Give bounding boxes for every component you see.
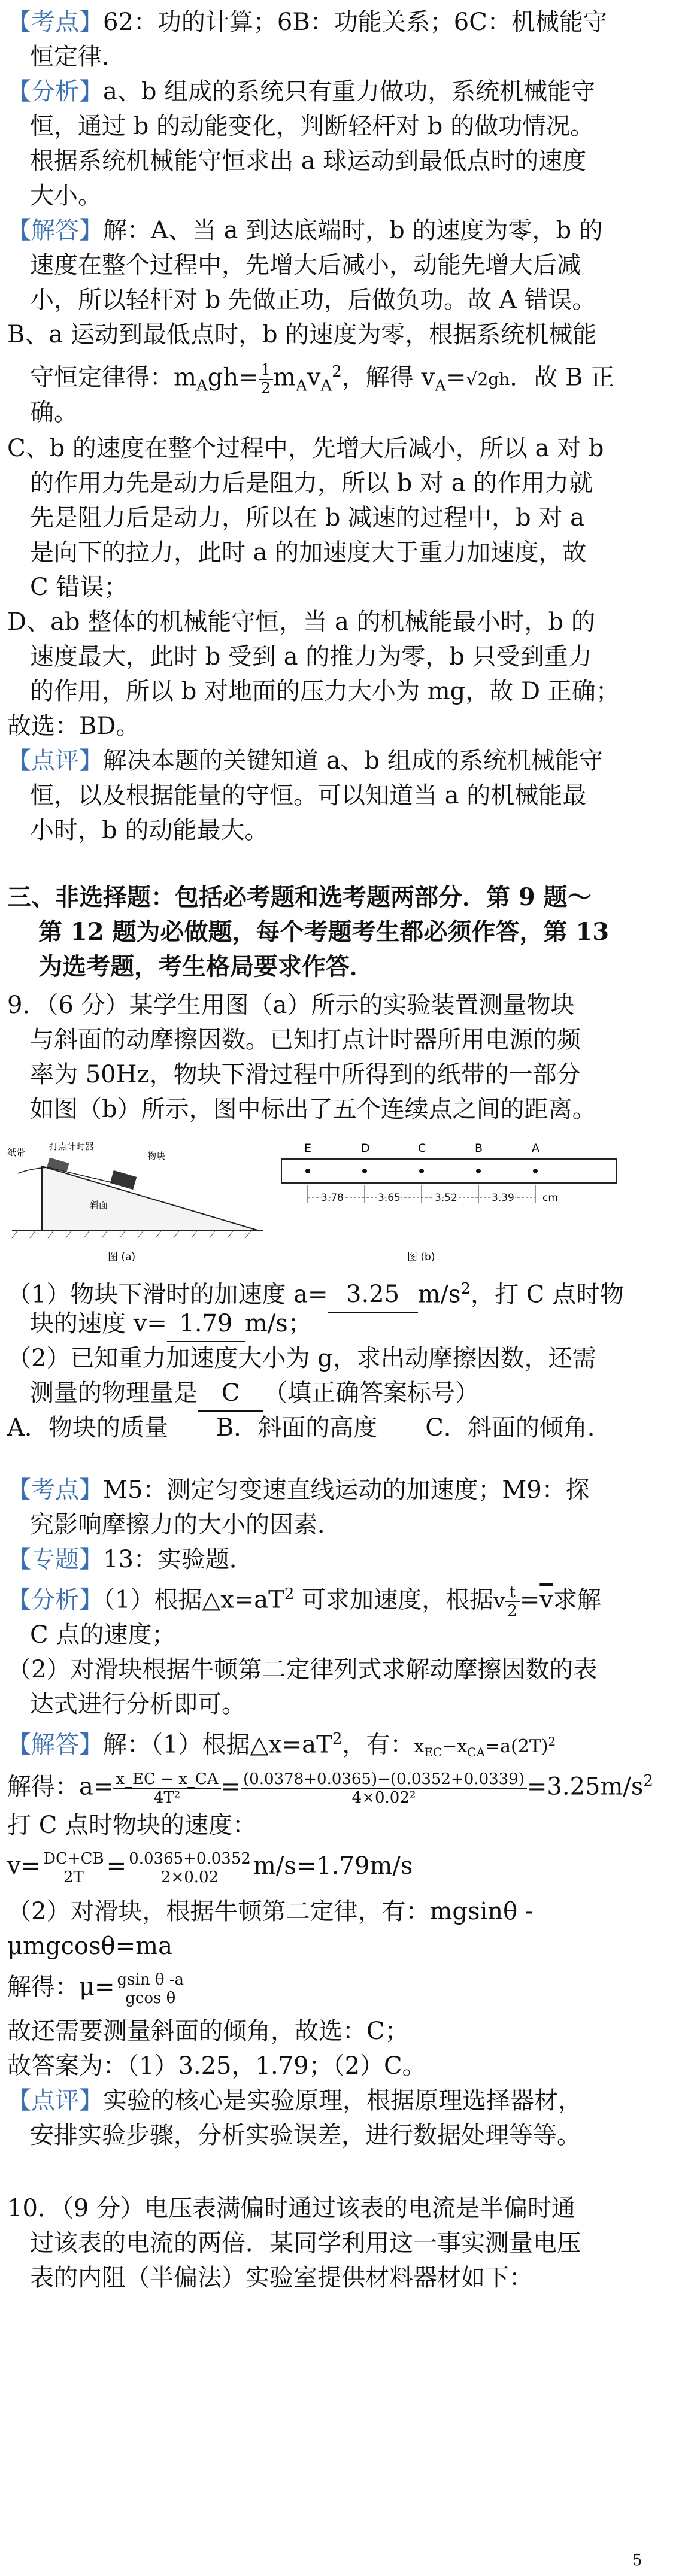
jieda-line <box>7 213 654 248</box>
denominator: 2T <box>63 1868 84 1886</box>
text-line: 故选：BD。 <box>7 712 140 740</box>
formula-text: gh= <box>207 363 259 392</box>
kaodian-text: 62：功的计算；6B：功能关系；6C：机械能守 <box>103 8 607 36</box>
text-line: C 点的速度； <box>30 1621 176 1649</box>
text-line: （2）对滑块，根据牛顿第二定律，有：mgsinθ - <box>7 1898 534 1925</box>
fraction-a-numeric <box>241 1770 527 1807</box>
fenxi-line <box>7 74 654 109</box>
jieda-text: ，有： <box>342 1731 414 1759</box>
text-line: 确。 <box>30 399 78 426</box>
formula-text: =3.25m/s <box>526 1773 644 1801</box>
denominator: gcos θ <box>125 1989 176 2007</box>
formula-part: −x <box>442 1736 468 1758</box>
formula-text: m/s=1.79m/s <box>253 1852 413 1880</box>
ground-hatch <box>12 1230 251 1238</box>
tag-zhuanti: 【专题】 <box>7 1546 103 1573</box>
section-heading: 为选考题，考生格局要求作答． <box>38 952 374 981</box>
text-line: 根据系统机械能守恒求出 a 球运动到最低点时的速度 <box>30 147 587 175</box>
sqrt-symbol: √ <box>466 369 478 390</box>
tag-dianping: 【点评】 <box>7 2087 103 2114</box>
formula-text: 守恒定律得：m <box>30 363 196 392</box>
part-text: （1）物块下滑时的加速度 a= <box>7 1281 328 1309</box>
text-line: μmgcosθ=ma <box>7 1932 172 1960</box>
tag-jieda: 【解答】 <box>7 1731 103 1759</box>
point-label-A: A <box>532 1142 539 1155</box>
numerator: 0.0365+0.0352 <box>126 1850 253 1868</box>
formula-line-mu <box>7 1966 654 2008</box>
label-tape: 纸带 <box>7 1147 26 1158</box>
dot-A <box>533 1169 538 1173</box>
answer-blank-choice: C <box>198 1376 263 1412</box>
text-line: 率为 50Hz，物块下滑过程中所得到的纸带的一部分 <box>30 1061 581 1088</box>
kaodian-line <box>7 5 654 40</box>
caption-b: 图 (b) <box>407 1251 435 1263</box>
figure-b-tape <box>281 1131 641 1269</box>
fraction-mu <box>115 1971 187 2007</box>
text-line: 恒，通过 b 的动能变化，判断轻杆对 b 的做功情况。 <box>30 113 595 140</box>
part-text: m/s <box>417 1281 461 1309</box>
part-1-line-2 <box>30 1306 677 1342</box>
label-block: 物块 <box>147 1151 166 1161</box>
text-line: D、ab 整体的机械能守恒，当 a 的机械能最小时，b 的 <box>7 608 595 636</box>
page-number: 5 <box>632 2551 642 2569</box>
formula-text: = <box>106 1852 127 1880</box>
dot-D <box>362 1169 367 1173</box>
formula-text: ，解得 v <box>341 363 435 392</box>
formula-text: = <box>220 1773 241 1801</box>
fraction-a-symbolic <box>113 1770 220 1807</box>
fenxi-text: 求解 <box>553 1586 601 1614</box>
text-line: 恒，以及根据能量的守恒。可以知道当 a 的机械能最 <box>30 782 587 809</box>
formula-text: m <box>273 363 296 392</box>
point-label-B: B <box>475 1142 483 1155</box>
part-2-line: （2）已知重力加速度大小为 g，求出动摩擦因数，还需 <box>7 1345 596 1372</box>
text-line: （2）对滑块根据牛顿第二定律列式求解动摩擦因数的表 <box>7 1656 598 1683</box>
numerator: gsin θ -a <box>115 1971 187 1989</box>
text-line: 安排实验步骤，分析实验误差，进行数据处理等等。 <box>30 2122 581 2149</box>
denominator: 4T² <box>153 1788 181 1807</box>
tag-dianping: 【点评】 <box>7 747 103 775</box>
label-incline: 斜面 <box>90 1200 108 1210</box>
point-label-C: C <box>418 1142 426 1155</box>
jieda-text: 解：（1）根据△x=aT <box>103 1731 332 1759</box>
fraction-v-numeric <box>126 1850 253 1886</box>
denominator: 2×0.02 <box>160 1868 219 1886</box>
question-9-line: 9．（6 分）某学生用图（a）所示的实验装置测量物块 <box>7 991 575 1019</box>
answer-blank-v: 1.79 <box>167 1306 245 1342</box>
numerator: 1 <box>259 361 274 380</box>
dianping-line-2 <box>7 2083 654 2118</box>
zhuanti-text: 13：实验题． <box>103 1546 253 1573</box>
formula-line-a <box>7 1760 654 1807</box>
dianping-text: 实验的核心是实验原理，根据原理选择器材， <box>103 2087 582 2114</box>
formula-line-v <box>7 1845 654 1887</box>
text-line: 先是阻力后是动力，所以在 b 减速的过程中，b 对 a <box>30 504 584 532</box>
formula-text: 解得：a= <box>7 1773 114 1801</box>
text-line: 小时，b 的动能最大。 <box>30 817 269 844</box>
section-heading: 三、非选择题：包括必考题和选考题两部分．第 9 题～ <box>7 883 592 911</box>
tag-kaodian: 【考点】 <box>7 8 103 36</box>
text-line: 过该表的电流的两倍．某同学利用这一事实测量电压 <box>30 2229 581 2257</box>
subscript: CA <box>467 1745 485 1760</box>
text-line: 恒定律． <box>30 43 126 71</box>
denominator: 4×0.02² <box>351 1788 416 1807</box>
formula-part: x <box>414 1736 425 1758</box>
formula-eq: = <box>519 1586 540 1614</box>
formula-text: 解得：μ= <box>7 1973 115 2001</box>
formula-text: ．故 B 正 <box>510 363 615 392</box>
figure-a-incline <box>6 1131 269 1269</box>
part-text: ，打 C 点时物 <box>471 1281 625 1309</box>
text-line: 打 C 点时物块的速度： <box>7 1812 257 1839</box>
kaodian-text: M5：测定匀变速直线运动的加速度；M9：探 <box>103 1476 590 1504</box>
superscript: 2 <box>460 1280 471 1298</box>
subscript: A <box>296 377 307 395</box>
text-line: 速度在整个过程中，先增大后减小，动能先增大后减 <box>30 251 581 279</box>
text-line: 表的内阻（半偏法）实验室提供材料器材如下： <box>30 2264 533 2292</box>
denominator: 2 <box>260 379 271 398</box>
dot-E <box>305 1169 310 1173</box>
subscript: A <box>196 377 208 395</box>
denominator: 2 <box>507 1601 517 1620</box>
dot-C <box>419 1169 424 1173</box>
part-text: 测量的物理量是 <box>30 1379 198 1407</box>
dist-BA: 3.39 <box>492 1192 514 1204</box>
dist-CB: 3.52 <box>435 1192 457 1204</box>
numerator: x_EC − x_CA <box>113 1770 220 1789</box>
formula-vbar: $\overline{v}$ <box>539 1586 553 1614</box>
numerator: DC+CB <box>41 1850 107 1868</box>
options-line: A．物块的质量 B．斜面的高度 C．斜面的倾角． <box>7 1414 611 1442</box>
part-2-line-2 <box>30 1376 677 1412</box>
kaodian-line-2 <box>7 1473 654 1507</box>
text-line: 小，所以轻杆对 b 先做正功，后做负功。故 A 错误。 <box>30 286 596 314</box>
text-line: 大小。 <box>30 182 102 210</box>
text-line: C、b 的速度在整个过程中，先增大后减小，所以 a 对 b <box>7 435 604 462</box>
label-timer: 打点计时器 <box>49 1141 95 1152</box>
dist-DC: 3.65 <box>378 1192 401 1204</box>
tag-kaodian: 【考点】 <box>7 1476 103 1504</box>
fenxi-line-2 <box>7 1577 654 1620</box>
dot-B <box>476 1169 481 1173</box>
block-object <box>110 1170 137 1190</box>
fenxi-text: （1）根据△x=aT <box>103 1586 284 1614</box>
formula-text: v= <box>7 1852 41 1880</box>
text-line: 的作用，所以 b 对地面的压力大小为 mg，故 D 正确； <box>30 678 620 705</box>
dist-ED: 3.78 <box>321 1192 344 1204</box>
incline-slope <box>42 1166 257 1230</box>
formula-text: v <box>307 363 321 392</box>
text-line: 究影响摩擦力的大小的因素． <box>30 1511 341 1539</box>
text-line: 达式进行分析即可。 <box>30 1691 245 1718</box>
dianping-line <box>7 744 654 778</box>
text-line: C 错误； <box>30 574 128 601</box>
superscript: 2 <box>332 363 342 381</box>
zhuanti-line <box>7 1542 654 1577</box>
numerator: (0.0378+0.0365)−(0.0352+0.0339) <box>241 1770 527 1789</box>
point-label-E: E <box>304 1142 312 1155</box>
dianping-text: 解决本题的关键知道 a、b 组成的系统机械能守 <box>103 747 603 775</box>
superscript: 2 <box>643 1772 653 1790</box>
tag-jieda: 【解答】 <box>7 217 103 244</box>
subscript: A <box>435 377 446 395</box>
section-heading: 第 12 题为必做题，每个考题考生都必须作答，第 13 <box>38 918 610 946</box>
text-line: 故还需要测量斜面的倾角，故选：C； <box>7 2017 409 2045</box>
subscript: EC <box>424 1745 442 1760</box>
text-line: 与斜面的动摩擦因数。已知打点计时器所用电源的频 <box>30 1026 581 1054</box>
jieda-text: 解：A、当 a 到达底端时，b 的速度为零，b 的 <box>103 217 603 244</box>
fenxi-text: 可求加速度，根据 <box>294 1586 494 1614</box>
superscript: 2 <box>332 1730 342 1748</box>
text-line: B、a 运动到最低点时，b 的速度为零，根据系统机械能 <box>7 321 597 348</box>
formula-v: v <box>493 1589 505 1613</box>
fraction-v-symbolic <box>41 1850 107 1886</box>
subscript-t-over-2 <box>505 1583 520 1620</box>
text-line: 速度最大，此时 b 受到 a 的推力为零，b 只受到重力 <box>30 643 592 670</box>
formula-xec-xca <box>414 1734 556 1760</box>
tag-fenxi: 【分析】 <box>7 78 103 105</box>
question-10-line: 10．（9 分）电压表满偏时通过该表的电流是半偏时通 <box>7 2195 576 2222</box>
subscript: A <box>320 377 332 395</box>
unit-cm: cm <box>542 1192 558 1204</box>
fenxi-text: a、b 组成的系统只有重力做功，系统机械能守 <box>103 78 596 105</box>
text-line: 故答案为：（1）3.25，1.79；（2）C。 <box>7 2052 426 2080</box>
fraction-half <box>259 361 274 398</box>
text-line: 是向下的拉力，此时 a 的加速度大于重力加速度，故 <box>30 539 587 566</box>
formula-part: =a(2T) <box>485 1736 548 1758</box>
part-text: m/s； <box>244 1310 312 1337</box>
tag-fenxi: 【分析】 <box>7 1586 103 1614</box>
formula-text: = <box>445 363 466 392</box>
caption-a: 图 (a) <box>108 1251 136 1263</box>
text-line: 的作用力先是动力后是阻力，所以 b 对 a 的作用力就 <box>30 469 593 497</box>
superscript: 2 <box>284 1585 295 1603</box>
part-text: （填正确答案标号） <box>263 1379 479 1407</box>
part-text: 块的速度 v= <box>30 1310 167 1337</box>
superscript: 2 <box>548 1734 556 1749</box>
tape-strip <box>281 1159 617 1183</box>
point-label-D: D <box>361 1142 370 1155</box>
answer-blank-a: 3.25 <box>328 1277 418 1313</box>
sqrt-content: 2gh <box>477 369 510 390</box>
numerator: t <box>505 1583 520 1602</box>
text-line: 如图（b）所示，图中标出了五个连续点之间的距离。 <box>30 1096 596 1123</box>
